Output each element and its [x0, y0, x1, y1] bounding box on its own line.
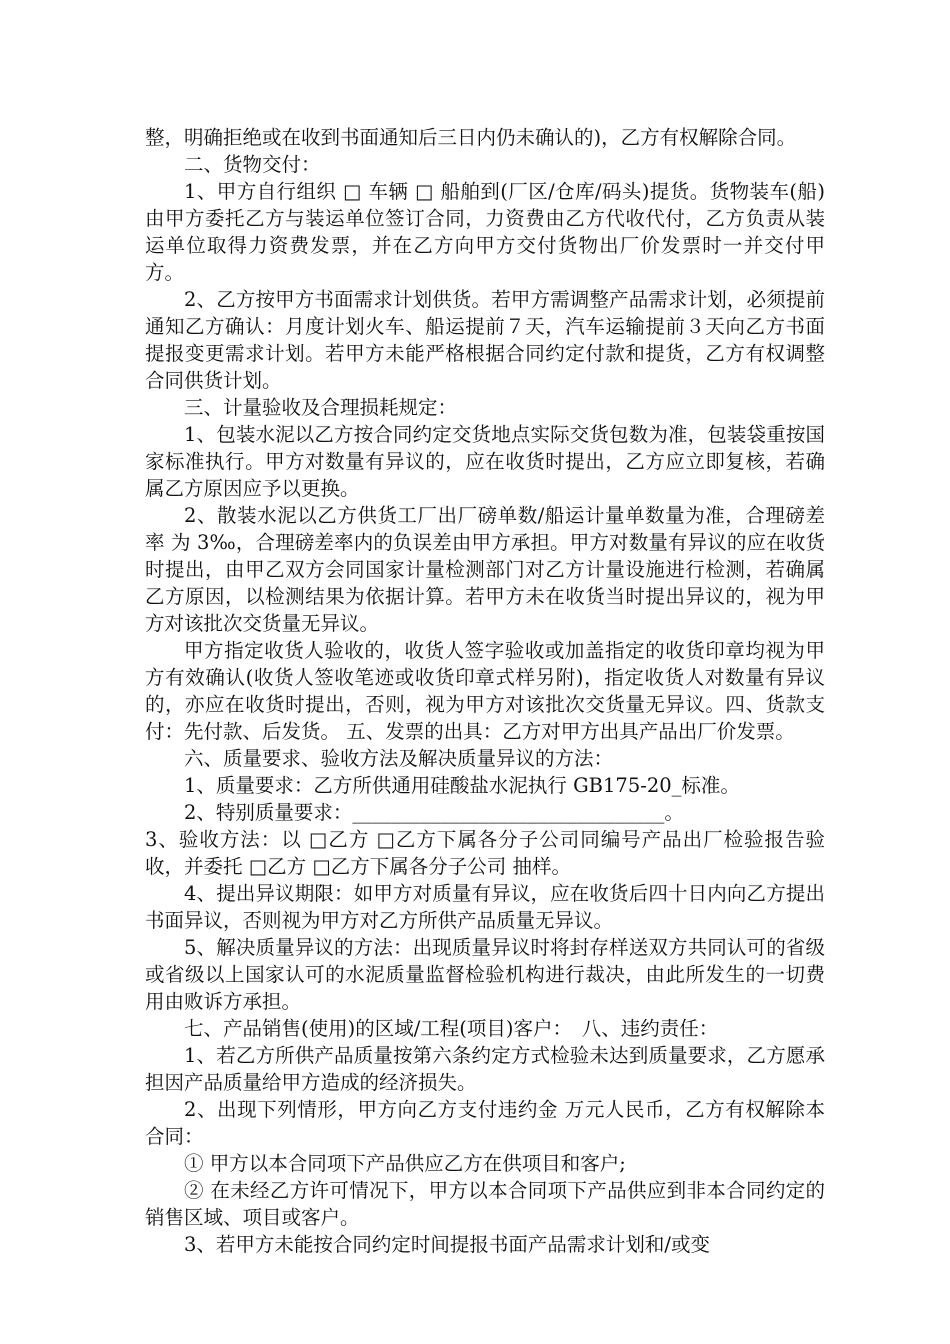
paragraph-termination-clause: 整，明确拒绝或在收到书面通知后三日内仍未确认的)，乙方有权解除合同。	[145, 126, 797, 149]
section-heading-delivery: 二、货物交付：	[184, 153, 321, 176]
list-item-penalty-case-1: ① 甲方以本合同项下产品供应乙方在供项目和客户;	[184, 1152, 626, 1175]
paragraph-quality-liability: 1、若乙方所供产品质量按第六条约定方式检验未达到质量要求，乙方愿承担因产品质量给甲方造成的经济损失。	[145, 1044, 825, 1094]
paragraph-designated-receiver: 甲方指定收货人验收的，收货人签字验收或加盖指定的收货印章均视为甲方有效确认(收货人签收笔迹或收货印章式样另附)，指定收货人对数量有异议的，亦应在收货时提出，否则，视为甲方对该批次交货量无异议。四、货款支付：先付款、后发货。 五、发票的出具：乙方对甲方出具产品出厂价发票。	[145, 639, 825, 743]
paragraph-bagged-cement: 1、包装水泥以乙方按合同约定交货地点实际交货包数为准，包装袋重按国家标准执行。甲方对数量有异议的，应在收货时提出，乙方应立即复核，若确属乙方原因应予以更换。	[145, 423, 825, 500]
section-heading-measurement: 三、计量验收及合理损耗规定：	[184, 396, 458, 419]
section-heading-quality: 六、质量要求、验收方法及解决质量异议的方法：	[184, 747, 614, 770]
paragraph-inspection-method: 3、验收方法：以 □乙方 □乙方下属各分子公司同编号产品出厂检验报告验收，并委托 □乙方 □乙方下属各分子公司 抽样。	[145, 828, 825, 878]
paragraph-objection-period: 4、提出异议期限：如甲方对质量有异议，应在收货后四十日内向乙方提出书面异议，否则视为甲方对乙方所供产品质量无异议。	[145, 882, 825, 932]
paragraph-pickup-arrangement: 1、甲方自行组织 □ 车辆 □ 船舶到(厂区/仓库/码头)提货。货物装车(船)由甲方委托乙方与装运单位签订合同，力资费由乙方代收代付，乙方负责从装运单位取得力资费发票，并在乙方向甲方交付货物出厂价发票时一并交付甲方。	[145, 180, 825, 284]
list-item-penalty-case-2: ② 在未经乙方许可情况下，甲方以本合同项下产品供应到非本合同约定的销售区域、项目或客户。	[145, 1179, 825, 1229]
paragraph-quality-standard: 1、质量要求：乙方所供通用硅酸盐水泥执行 GB175-20_标准。	[184, 774, 740, 797]
contract-text-body	[145, 124, 825, 1258]
paragraph-penalty: 2、出现下列情形，甲方向乙方支付违约金 万元人民币，乙方有权解除本合同：	[145, 1098, 825, 1148]
paragraph-bulk-cement: 2、散装水泥以乙方供货工厂出厂磅单数/船运计量单数量为准，合理磅差率 为 3‰，合理磅差率内的负误差由甲方承担。甲方对数量有异议的应在收货时提出，由甲乙双方会同国家计量检测部门对乙方计量设施进行检测，若确属乙方原因，以检测结果为依据计算。若甲方未在收货当时提出异议的，视为甲方对该批次交货量无异议。	[145, 504, 825, 635]
paragraph-dispute-resolution: 5、解决质量异议的方法：出现质量异议时将封存样送双方共同认可的省级或省级以上国家认可的水泥质量监督检验机构进行裁决，由此所发生的一切费用由败诉方承担。	[145, 936, 825, 1013]
paragraph-demand-plan-breach: 3、若甲方未能按合同约定时间提报书面产品需求计划和/或变	[184, 1233, 710, 1256]
paragraph-demand-plan: 2、乙方按甲方书面需求计划供货。若甲方需调整产品需求计划，必须提前通知乙方确认：月度计划火车、船运提前７天，汽车运输提前３天向乙方书面提报变更需求计划。若甲方未能严格根据合同约定付款和提货，乙方有权调整合同供货计划。	[145, 288, 825, 392]
section-heading-sales-region: 七、产品销售(使用)的区域/工程(项目)客户： 八、违约责任：	[184, 1017, 719, 1040]
paragraph-special-quality: 2、特别质量要求：________________________________。	[184, 801, 684, 824]
